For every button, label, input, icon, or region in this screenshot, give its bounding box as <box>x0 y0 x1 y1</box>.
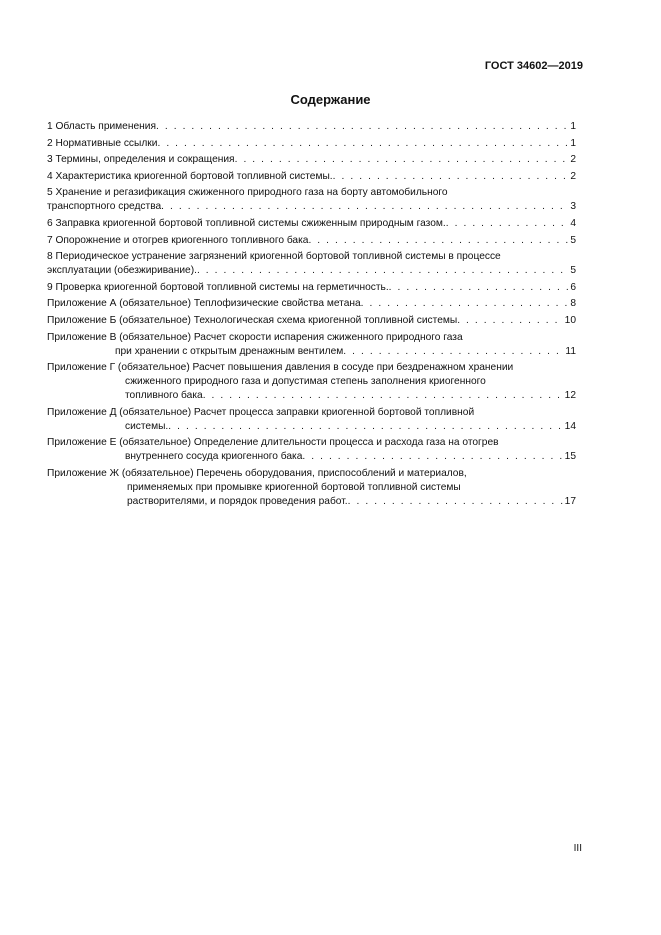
toc-page-number: 17 <box>564 495 576 507</box>
dot-leader <box>161 200 569 214</box>
dot-leader <box>157 137 569 151</box>
toc-entry[interactable] <box>47 436 576 464</box>
toc-page-number: 1 <box>570 137 576 149</box>
toc-entry-text: 1 Область применения <box>47 121 156 132</box>
toc-entry-text: 2 Нормативные ссылки <box>47 137 158 149</box>
toc-page-number: 10 <box>564 314 576 326</box>
dot-leader <box>348 495 564 509</box>
toc-entry-text: системы. <box>125 420 169 432</box>
table-of-contents <box>47 120 576 512</box>
toc-page-number: 2 <box>570 154 576 166</box>
toc-entry[interactable] <box>47 361 576 403</box>
toc-entry[interactable] <box>47 217 576 231</box>
toc-entry-text: эксплуатации (обезжиривание). <box>47 265 197 277</box>
toc-entry-text-line: Приложение Е (обязательное) Определение длительности процесса и расхода газа на отогрев <box>47 437 499 449</box>
toc-entry-text-line: применяемых при промывке криогенной бортовой топливной системы <box>127 481 461 493</box>
toc-entry-text-line: Приложение Д (обязательное) Расчет процесса заправки криогенной бортовой топливной <box>47 406 475 418</box>
dot-leader <box>156 120 569 134</box>
toc-page-number: 5 <box>570 265 576 277</box>
dot-leader <box>389 281 570 295</box>
toc-entry-text: 4 Характеристика криогенной бортовой топливной системы. <box>47 170 333 182</box>
toc-entry-text: Приложение Б (обязательное) Технологическая схема криогенной топливной системы <box>47 314 458 326</box>
document-id: ГОСТ 34602—2019 <box>484 60 583 72</box>
toc-entry-text-line: Приложение В (обязательное) Расчет скорости испарения сжиженного природного газа <box>47 331 463 343</box>
toc-entry-text: растворителями, и порядок проведения работ. <box>127 495 348 507</box>
toc-page-number: 2 <box>570 170 576 182</box>
toc-entry[interactable] <box>47 297 576 311</box>
toc-page-number: 8 <box>570 298 576 310</box>
toc-page-number: 14 <box>564 420 576 432</box>
toc-entry[interactable] <box>47 120 576 134</box>
toc-page-number: 1 <box>570 121 576 132</box>
dot-leader <box>308 234 569 248</box>
toc-entry[interactable] <box>47 406 576 434</box>
dot-leader <box>343 345 564 359</box>
toc-entry-text: при хранении с открытым дренажным вентилем <box>115 345 344 357</box>
dot-leader <box>197 264 569 278</box>
toc-entry-text: внутреннего сосуда криогенного бака <box>125 451 303 463</box>
dot-leader <box>457 314 563 328</box>
toc-entry-text: Приложение А (обязательное) Теплофизические свойства метана <box>47 298 361 310</box>
toc-entry[interactable] <box>47 170 576 184</box>
toc-entry-text: 9 Проверка криогенной бортовой топливной системы на герметичность. <box>47 281 389 293</box>
dot-leader <box>361 297 570 311</box>
page-title: Содержание <box>290 92 371 107</box>
toc-page-number: 12 <box>564 390 576 402</box>
toc-entry[interactable] <box>47 137 576 151</box>
toc-entry[interactable] <box>47 250 576 278</box>
toc-entry[interactable] <box>47 153 576 167</box>
toc-entry-text-line: Приложение Г (обязательное) Расчет повышения давления в сосуде при бездренажном хранении <box>47 362 514 374</box>
toc-page-number: 15 <box>564 451 576 463</box>
toc-entry-text-line: 8 Периодическое устранение загрязнений криогенной бортовой топливной системы в процессе <box>47 251 501 263</box>
toc-entry-text: 6 Заправка криогенной бортовой топливной системы сжиженным природным газом. <box>47 217 446 229</box>
toc-entry-text: 7 Опорожнение и отогрев криогенного топливного бака <box>47 234 309 246</box>
dot-leader <box>235 153 570 167</box>
page-number: III <box>573 843 582 854</box>
toc-entry-text-line: сжиженного природного газа и допустимая степень заполнения криогенного <box>125 376 486 388</box>
toc-page-number: 5 <box>570 234 576 246</box>
toc-entry[interactable] <box>47 314 576 328</box>
toc-page-number: 4 <box>570 217 576 229</box>
toc-entry[interactable] <box>47 234 576 248</box>
toc-entry-text: топливного бака <box>125 390 203 402</box>
toc-page-number: 3 <box>570 201 576 213</box>
toc-page-number: 6 <box>570 281 576 293</box>
toc-entry-text-line: Приложение Ж (обязательное) Перечень оборудования, приспособлений и материалов, <box>47 467 467 479</box>
toc-entry-text: 3 Термины, определения и сокращения <box>47 154 235 166</box>
dot-leader <box>446 217 570 231</box>
toc-entry[interactable] <box>47 331 576 359</box>
toc-entry[interactable] <box>47 186 576 214</box>
toc-page-number: 11 <box>565 345 576 357</box>
toc-entry[interactable] <box>47 467 576 509</box>
toc-entry-text: транспортного средства <box>47 201 162 213</box>
dot-leader <box>333 170 570 184</box>
toc-entry-text-line: 5 Хранение и регазификация сжиженного природного газа на борту автомобильного <box>47 187 448 199</box>
dot-leader <box>168 420 563 434</box>
dot-leader <box>302 450 563 464</box>
toc-entry[interactable] <box>47 281 576 295</box>
dot-leader <box>203 389 564 403</box>
